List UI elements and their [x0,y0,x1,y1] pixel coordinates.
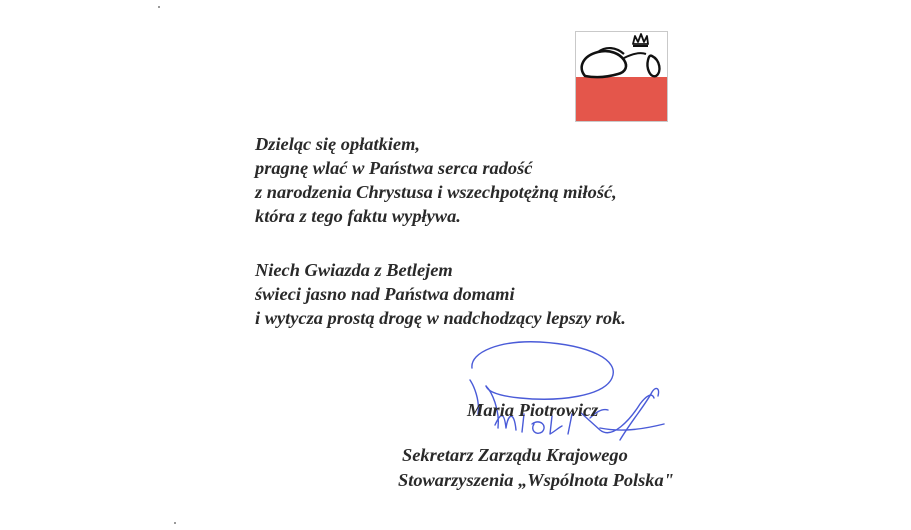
greeting-line: z narodzenia Chrystusa i wszechpotężną miłość, [255,182,617,202]
wspolnota-polska-logo [575,31,668,122]
greeting-paragraph-2 [255,258,626,330]
greeting-line: Dzieląc się opłatkiem, [255,134,420,154]
greeting-line: Niech Gwiazda z Betlejem [255,260,453,280]
signatory-name: Maria Piotrowicz [467,400,599,420]
signatory-title-line-1: Sekretarz Zarządu Krajowego [402,445,628,465]
greeting-line: świeci jasno nad Państwa domami [255,284,515,304]
greeting-line: i wytycza prostą drogę w nadchodzący lepszy rok. [255,308,626,328]
scan-speck [174,522,176,524]
wspolnota-polska-emblem-icon [576,32,668,122]
greeting-line: która z tego faktu wypływa. [255,206,461,226]
greeting-line: pragnę wlać w Państwa serca radość [255,158,533,178]
signatory-title-line-2: Stowarzyszenia „Wspólnota Polska" [398,470,674,490]
scan-speck [158,6,160,8]
greeting-paragraph-1 [255,132,617,228]
